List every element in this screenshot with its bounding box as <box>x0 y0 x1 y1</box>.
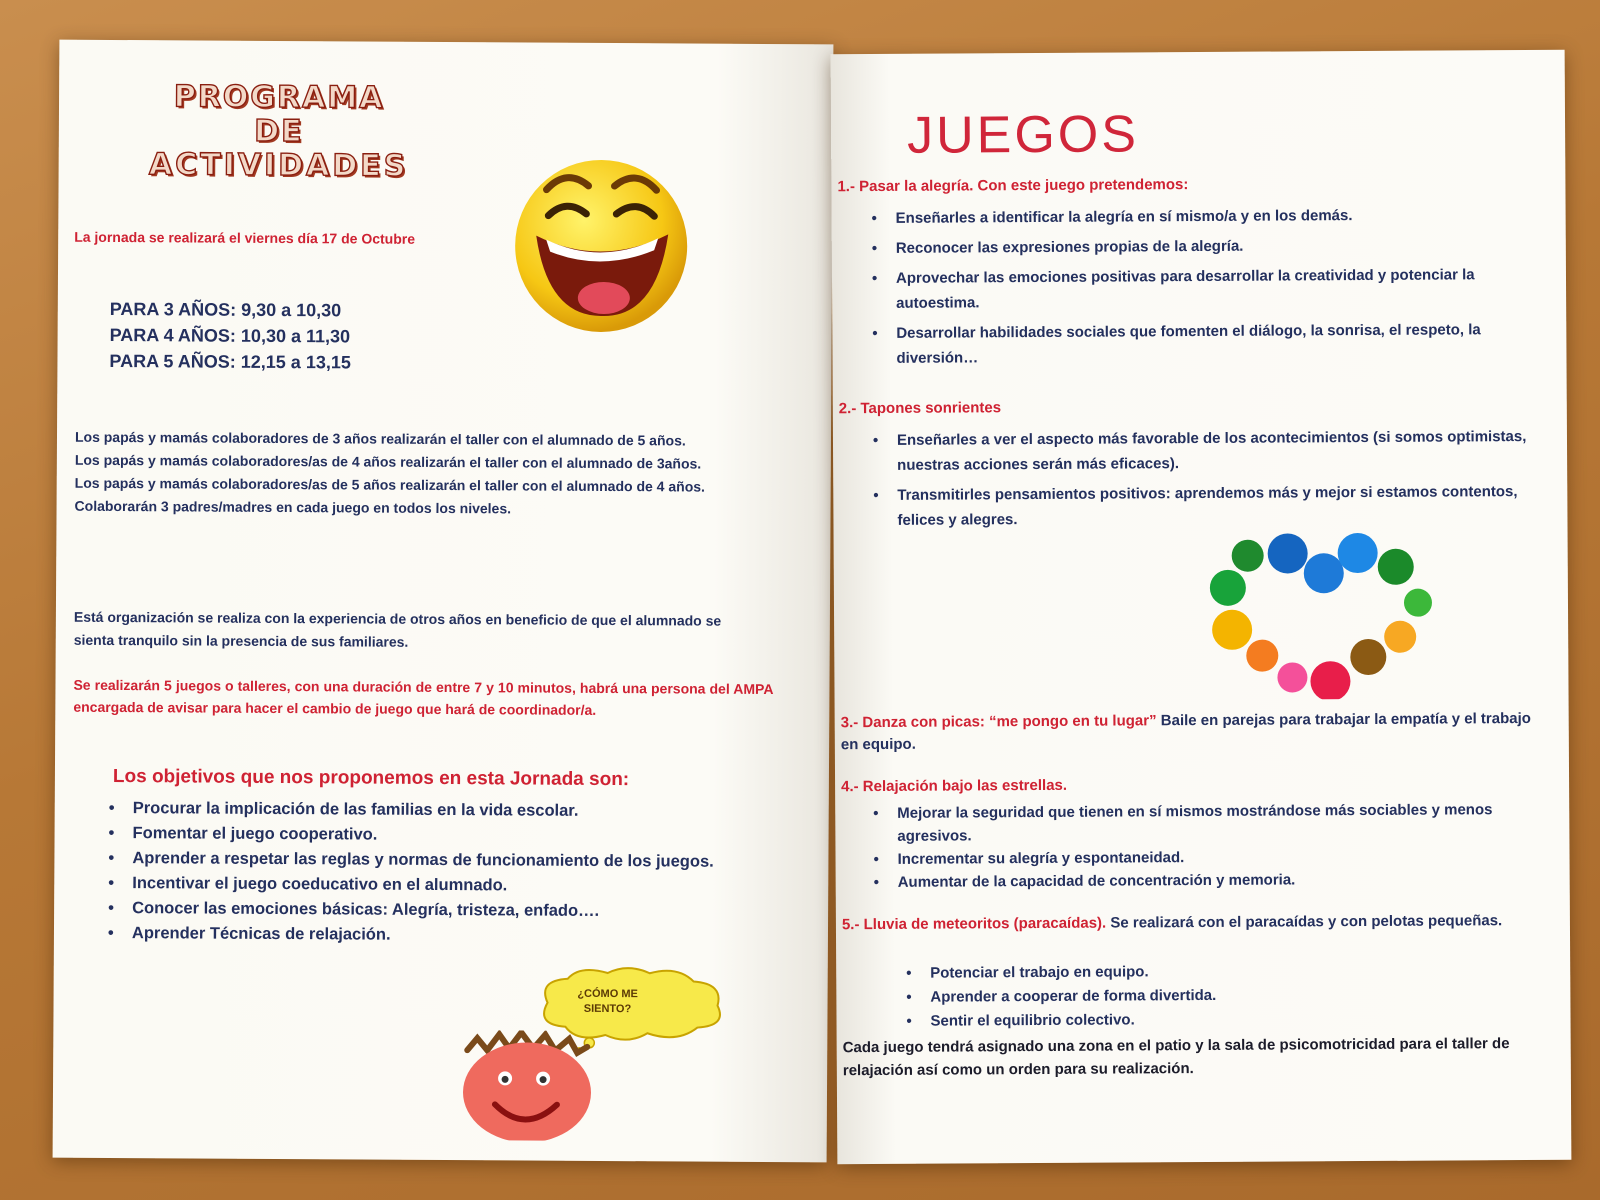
schedule-list <box>109 296 439 376</box>
schedule-3-years: PARA 3 AÑOS: 9,30 a 10,30 <box>109 298 342 321</box>
collab-bold-note: Colaborarán 3 padres/madres en cada juego en todos los niveles. <box>74 497 512 517</box>
game5-item: • Aprender a cooperar de forma divertida. <box>902 982 1522 1010</box>
game5-text: Se realizará con el paracaídas y con pelotas pequeñas. <box>1106 912 1503 932</box>
game5-item: • Potenciar el trabajo en equipo. <box>902 958 1522 986</box>
objectives-list <box>104 796 785 950</box>
date-text: La jornada se realizará el viernes día 17 de Octubre <box>74 228 416 247</box>
game5-item: • Sentir el equilibrio colectivo. <box>902 1006 1522 1034</box>
juegos-title: JUEGOS <box>906 105 1140 165</box>
objective-item: • Conocer las emociones básicas: Alegría, tristeza, enfado…. <box>104 896 784 925</box>
schedule-5-years: PARA 5 AÑOS: 12,15 a 13,15 <box>109 350 351 373</box>
closing-text: Cada juego tendrá asignado una zona en el patio y la sala de psicomotricidad para el taller de relajación así como un orden para su realización. <box>842 1035 1510 1080</box>
game5-paragraph <box>842 910 1542 936</box>
game1-item: • Desarrollar habilidades sociales que fomenten el diálogo, la sonrisa, el respeto, la diversión… <box>868 317 1532 371</box>
game3-heading: 3.- Danza con picas: “me pongo en tu lugar” <box>840 712 1157 732</box>
game4-item: • Aumentar de la capacidad de concentración y memoria. <box>870 867 1536 894</box>
game3-text: Baile en parejas para trabajar la empatía y el trabajo en equipo. <box>840 709 1531 754</box>
objective-item: • Aprender a respetar las reglas y normas de funcionamiento de los juegos. <box>104 846 784 875</box>
laughing-smiley-icon <box>506 147 697 338</box>
game4-item: • Incrementar su alegría y espontaneidad. <box>869 844 1535 871</box>
bottle-caps-heart-icon <box>1206 529 1437 700</box>
game2-heading: 2.- Tapones sonrientes <box>838 399 1002 418</box>
game4-item: • Mejorar la seguridad que tienen en sí mismos mostrándose más sociables y menos agresivos. <box>869 798 1535 848</box>
game1-item: • Enseñarles a identificar la alegría en sí mismo/a y en los demás. <box>868 202 1532 231</box>
game4-heading: 4.- Relajación bajo las estrellas. <box>841 776 1068 796</box>
program-title <box>69 80 490 185</box>
bubble-text: ¿CÓMO ME SIENTO? <box>577 987 638 1016</box>
game4-list <box>869 798 1536 894</box>
objective-item: • Incentivar el juego coeducativo en el alumnado. <box>104 871 784 900</box>
game2-item: • Transmitirles pensamientos positivos: aprendemos más y mejor si estamos contentos, felices y alegres. <box>869 479 1533 533</box>
collab-paragraph-1: Los papás y mamás colaboradores de 3 años realizarán el taller con el alumnado de 5 años. <box>74 428 686 449</box>
title-line-3: ACTIVIDADES <box>148 147 409 184</box>
objective-item: • Fomentar el juego cooperativo. <box>104 821 784 850</box>
schedule-4-years: PARA 4 AÑOS: 10,30 a 11,30 <box>109 324 351 347</box>
game5-list <box>902 958 1522 1034</box>
title-line-2: DE <box>254 113 304 150</box>
left-page <box>53 40 834 1163</box>
objectives-title: Los objetivos que nos proponemos en esta Jornada son: <box>112 765 630 791</box>
objective-item: • Procurar la implicación de las familias en la vida escolar. <box>105 796 785 825</box>
game2-item: • Enseñarles a ver el aspecto más favorable de los acontecimientos (si somos optimistas, nuestras acciones serán más eficaces). <box>869 424 1533 478</box>
game1-item: • Aprovechar las emociones positivas para desarrollar la creatividad y potenciar la autoestima. <box>868 262 1532 316</box>
collab-paragraph-2: Los papás y mamás colaboradores/as de 4 años realizarán el taller con el alumnado de 3años. <box>74 451 702 472</box>
game2-list <box>869 424 1534 533</box>
objective-item: • Aprender Técnicas de relajación. <box>104 921 412 948</box>
game3-paragraph <box>841 708 1541 756</box>
title-line-1: PROGRAMA <box>173 79 385 116</box>
collaborators-block <box>75 426 776 522</box>
game1-list <box>868 202 1533 371</box>
game1-item: • Reconocer las expresiones propias de la alegría. <box>868 232 1532 261</box>
game1-heading: 1.- Pasar la alegría. Con este juego pretendemos: <box>837 176 1189 196</box>
collab-paragraph-3: Los papás y mamás colaboradores/as de 5 años realizarán el taller con el alumnado de 4 años. <box>74 474 706 495</box>
games-info-text: Se realizarán 5 juegos o talleres, con una duración de entre 7 y 10 minutos, habrá una persona del AMPA encargada de avisar para hacer el cambio de juego que hará de coordinador/a. <box>73 676 774 718</box>
organization-text: Está organización se realiza con la experiencia de otros años en beneficio de que el alumnado se sienta tranquilo sin la presencia de sus familiares. <box>73 608 722 650</box>
game5-heading: 5.- Lluvia de meteoritos (paracaídas). <box>841 914 1107 934</box>
right-page <box>831 50 1572 1164</box>
red-face-icon <box>457 1030 598 1141</box>
